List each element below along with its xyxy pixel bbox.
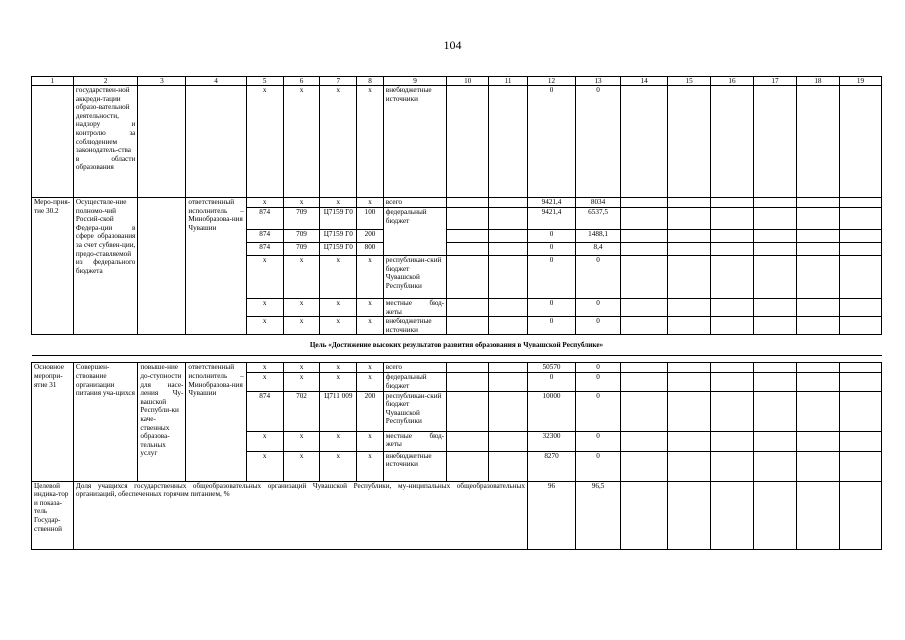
- cell-grbs: 874: [246, 243, 283, 256]
- cell-expense-group: x: [357, 317, 384, 335]
- trailing-empty-cell: [668, 451, 711, 481]
- cell-measure-name: Совершен-ствование организации питания уча-щихся: [73, 363, 137, 481]
- cell-target-article: x: [320, 431, 357, 451]
- trailing-empty-cell: [621, 373, 668, 391]
- cell-col10: [447, 256, 489, 299]
- cell-value-col12: 0: [527, 243, 575, 256]
- column-number-14: 14: [621, 77, 668, 86]
- column-number-13: 13: [576, 77, 621, 86]
- trailing-empty-cell: [754, 230, 797, 243]
- trailing-empty-cell: [668, 481, 711, 549]
- cell-funding-source: местные бюд-жеты: [383, 431, 446, 451]
- cell-col11: [489, 299, 528, 317]
- cell-value-col13: 8034: [576, 198, 621, 208]
- trailing-empty-cell: [754, 317, 797, 335]
- cell-col10: [447, 373, 489, 391]
- cell-target-article: x: [320, 373, 357, 391]
- cell-funding-source: внебюджетные источники: [383, 86, 446, 198]
- cell-section: 709: [283, 243, 320, 256]
- trailing-empty-cell: [754, 481, 797, 549]
- cell-section: 709: [283, 230, 320, 243]
- trailing-empty-cell: [621, 363, 668, 373]
- column-number-7: 7: [320, 77, 357, 86]
- cell-grbs: x: [246, 86, 283, 198]
- cell-grbs: x: [246, 373, 283, 391]
- trailing-empty-cell: [621, 317, 668, 335]
- cell-measure-name: государствен-ной аккреди-тации образо-вательной деятельности, надзору и контролю за соблюдением законодатель-ства в области образования: [73, 86, 137, 198]
- cell-expense-group: x: [357, 198, 384, 208]
- cell-value-col13: 0: [576, 373, 621, 391]
- trailing-empty-cell: [621, 198, 668, 208]
- cell-target-article: Ц7159 Г0: [320, 243, 357, 256]
- cell-target-article: Ц7159 Г0: [320, 230, 357, 243]
- cell-col11: [489, 391, 528, 431]
- trailing-empty-cell: [711, 431, 754, 451]
- cell-expense-group: x: [357, 86, 384, 198]
- cell-section: x: [283, 86, 320, 198]
- trailing-empty-cell: [839, 373, 881, 391]
- gap-row: [32, 356, 882, 363]
- cell-grbs: x: [246, 299, 283, 317]
- trailing-empty-cell: [668, 198, 711, 208]
- goal-title: Цель «Достижение высоких результатов развития образования в Чувашской Республике»: [32, 335, 882, 356]
- column-number-10: 10: [447, 77, 489, 86]
- column-number-9: 9: [383, 77, 446, 86]
- gap-cell: [32, 356, 882, 363]
- cell-value-col12: 0: [527, 317, 575, 335]
- column-number-6: 6: [283, 77, 320, 86]
- cell-funding-source: республикан-ский бюджет Чувашской Республики: [383, 256, 446, 299]
- cell-responsible: ответственный исполнитель – Минобразова-ния Чувашии: [186, 198, 246, 335]
- cell-col3: [138, 198, 186, 335]
- trailing-empty-cell: [839, 208, 881, 230]
- trailing-empty-cell: [754, 198, 797, 208]
- trailing-empty-cell: [621, 208, 668, 230]
- trailing-empty-cell: [839, 299, 881, 317]
- trailing-empty-cell: [711, 373, 754, 391]
- trailing-empty-cell: [754, 363, 797, 373]
- cell-col10: [447, 230, 489, 243]
- trailing-empty-cell: [796, 86, 839, 198]
- cell-value-col12: 50570: [527, 363, 575, 373]
- cell-expense-group: 800: [357, 243, 384, 256]
- cell-value-col13: 0: [576, 86, 621, 198]
- column-number-17: 17: [754, 77, 797, 86]
- cell-col10: [447, 431, 489, 451]
- cell-measure-name: Осуществле-ние полномо-чий Россий-ской Федера-ции в сфере образования за счет субвен-ции, предо-ставляемой из федерального бюджета: [73, 198, 137, 335]
- trailing-empty-cell: [796, 230, 839, 243]
- trailing-empty-cell: [711, 317, 754, 335]
- cell-value-col12: 96: [527, 481, 575, 549]
- cell-target-article: x: [320, 363, 357, 373]
- trailing-empty-cell: [711, 391, 754, 431]
- cell-col11: [489, 208, 528, 230]
- trailing-empty-cell: [621, 86, 668, 198]
- cell-funding-source: местные бюд-жеты: [383, 299, 446, 317]
- column-number-2: 2: [73, 77, 137, 86]
- cell-col11: [489, 373, 528, 391]
- budget-table: [31, 76, 882, 550]
- cell-col10: [447, 299, 489, 317]
- cell-grbs: x: [246, 363, 283, 373]
- cell-funding-source: внебюджетные источники: [383, 451, 446, 481]
- cell-measure-label: Меро-прия-тие 30.2: [32, 198, 74, 335]
- cell-section: x: [283, 451, 320, 481]
- trailing-empty-cell: [668, 208, 711, 230]
- cell-section: x: [283, 363, 320, 373]
- cell-target-article: x: [320, 317, 357, 335]
- trailing-empty-cell: [796, 208, 839, 230]
- cell-grbs: x: [246, 256, 283, 299]
- cell-value-col13: 0: [576, 431, 621, 451]
- trailing-empty-cell: [839, 451, 881, 481]
- cell-value-col12: 9421,4: [527, 208, 575, 230]
- trailing-empty-cell: [839, 243, 881, 256]
- trailing-empty-cell: [621, 431, 668, 451]
- cell-col10: [447, 317, 489, 335]
- cell-grbs: x: [246, 317, 283, 335]
- cell-value-col13: 0: [576, 363, 621, 373]
- cell-indicator-label: Целевой индика-тор и показа-тель Государ-ственной: [32, 481, 74, 549]
- cell-target-article: x: [320, 198, 357, 208]
- trailing-empty-cell: [668, 299, 711, 317]
- trailing-empty-cell: [796, 198, 839, 208]
- cell-grbs: 874: [246, 391, 283, 431]
- cell-funding-source: федеральный бюджет: [383, 208, 446, 256]
- trailing-empty-cell: [796, 256, 839, 299]
- cell-value-col13: 6537,5: [576, 208, 621, 230]
- cell-expense-group: 200: [357, 230, 384, 243]
- cell-value-col13: 0: [576, 391, 621, 431]
- column-number-16: 16: [711, 77, 754, 86]
- trailing-empty-cell: [839, 256, 881, 299]
- trailing-empty-cell: [711, 208, 754, 230]
- trailing-empty-cell: [754, 391, 797, 431]
- cell-col11: [489, 431, 528, 451]
- cell-expense-group: 200: [357, 391, 384, 431]
- cell-grbs: x: [246, 451, 283, 481]
- cell-grbs: x: [246, 198, 283, 208]
- trailing-empty-cell: [754, 256, 797, 299]
- column-number-18: 18: [796, 77, 839, 86]
- cell-value-col13: 1488,1: [576, 230, 621, 243]
- trailing-empty-cell: [796, 451, 839, 481]
- cell-expense-group: x: [357, 451, 384, 481]
- column-number-15: 15: [668, 77, 711, 86]
- cell-expense-group: x: [357, 299, 384, 317]
- cell-section: x: [283, 256, 320, 299]
- cell-target-article: x: [320, 86, 357, 198]
- cell-col10: [447, 451, 489, 481]
- cell-value-col13: 96,5: [576, 481, 621, 549]
- cell-target-article: Ц711 009: [320, 391, 357, 431]
- cell-funding-source: федеральный бюджет: [383, 373, 446, 391]
- cell-measure-label: Основное меропри-ятие 31: [32, 363, 74, 481]
- trailing-empty-cell: [711, 363, 754, 373]
- trailing-empty-cell: [621, 481, 668, 549]
- cell-section: 709: [283, 208, 320, 230]
- cell-grbs: 874: [246, 230, 283, 243]
- table-row: [32, 481, 882, 549]
- trailing-empty-cell: [796, 431, 839, 451]
- cell-col1: [32, 86, 74, 198]
- cell-target-article: x: [320, 451, 357, 481]
- cell-col11: [489, 198, 528, 208]
- trailing-empty-cell: [796, 481, 839, 549]
- table-row: [32, 86, 882, 198]
- trailing-empty-cell: [621, 230, 668, 243]
- trailing-empty-cell: [839, 198, 881, 208]
- trailing-empty-cell: [621, 299, 668, 317]
- trailing-empty-cell: [668, 373, 711, 391]
- trailing-empty-cell: [754, 373, 797, 391]
- table-row: [32, 198, 882, 208]
- trailing-empty-cell: [796, 317, 839, 335]
- trailing-empty-cell: [711, 243, 754, 256]
- cell-section: x: [283, 373, 320, 391]
- trailing-empty-cell: [754, 451, 797, 481]
- cell-responsible: ответственный исполнитель – Минобразова-ния Чувашии: [186, 363, 246, 481]
- cell-col10: [447, 391, 489, 431]
- trailing-empty-cell: [839, 363, 881, 373]
- cell-value-col12: 32300: [527, 431, 575, 451]
- trailing-empty-cell: [839, 391, 881, 431]
- cell-col11: [489, 363, 528, 373]
- column-number-1: 1: [32, 77, 74, 86]
- cell-expense-group: x: [357, 431, 384, 451]
- cell-col11: [489, 256, 528, 299]
- trailing-empty-cell: [839, 86, 881, 198]
- column-number-12: 12: [527, 77, 575, 86]
- trailing-empty-cell: [754, 431, 797, 451]
- trailing-empty-cell: [711, 256, 754, 299]
- column-number-19: 19: [839, 77, 881, 86]
- trailing-empty-cell: [668, 317, 711, 335]
- trailing-empty-cell: [621, 256, 668, 299]
- cell-funding-source: внебюджетные источники: [383, 317, 446, 335]
- cell-value-col13: 8,4: [576, 243, 621, 256]
- trailing-empty-cell: [621, 391, 668, 431]
- cell-funding-source: республикан-ский бюджет Чувашской Республики: [383, 391, 446, 431]
- cell-col4: [186, 86, 246, 198]
- cell-target-article: Ц7159 Г0: [320, 208, 357, 230]
- cell-section: x: [283, 317, 320, 335]
- cell-col3: [138, 86, 186, 198]
- trailing-empty-cell: [668, 230, 711, 243]
- trailing-empty-cell: [668, 86, 711, 198]
- cell-value-col12: 9421,4: [527, 198, 575, 208]
- trailing-empty-cell: [711, 451, 754, 481]
- trailing-empty-cell: [839, 230, 881, 243]
- cell-indicator-text: Доля учащихся государственных общеобразовательных организаций Чувашской Республики, му-ниципальных общеобразовательных организаций, обеспеченных горячим питанием, %: [73, 481, 527, 549]
- trailing-empty-cell: [621, 243, 668, 256]
- trailing-empty-cell: [621, 451, 668, 481]
- cell-col11: [489, 451, 528, 481]
- trailing-empty-cell: [711, 481, 754, 549]
- cell-value-col12: 0: [527, 256, 575, 299]
- cell-value-col13: 0: [576, 317, 621, 335]
- cell-col10: [447, 208, 489, 230]
- trailing-empty-cell: [711, 230, 754, 243]
- trailing-empty-cell: [711, 86, 754, 198]
- cell-section: 702: [283, 391, 320, 431]
- goal-row: [32, 335, 882, 356]
- column-number-4: 4: [186, 77, 246, 86]
- trailing-empty-cell: [754, 208, 797, 230]
- column-number-8: 8: [357, 77, 384, 86]
- trailing-empty-cell: [754, 299, 797, 317]
- page-number: 104: [443, 38, 462, 52]
- cell-section: x: [283, 299, 320, 317]
- cell-section: x: [283, 198, 320, 208]
- cell-col10: [447, 243, 489, 256]
- column-number-5: 5: [246, 77, 283, 86]
- cell-col10: [447, 363, 489, 373]
- cell-value-col13: 0: [576, 299, 621, 317]
- cell-value-col12: 0: [527, 230, 575, 243]
- cell-col10: [447, 86, 489, 198]
- trailing-empty-cell: [839, 317, 881, 335]
- cell-grbs: x: [246, 431, 283, 451]
- cell-value-col12: 8270: [527, 451, 575, 481]
- cell-section: x: [283, 431, 320, 451]
- cell-funding-source: всего: [383, 198, 446, 208]
- cell-value-col12: 10000: [527, 391, 575, 431]
- trailing-empty-cell: [668, 391, 711, 431]
- trailing-empty-cell: [796, 363, 839, 373]
- cell-value-col13: 0: [576, 451, 621, 481]
- trailing-empty-cell: [796, 299, 839, 317]
- cell-col10: [447, 198, 489, 208]
- cell-col11: [489, 230, 528, 243]
- cell-expense-group: x: [357, 256, 384, 299]
- trailing-empty-cell: [668, 431, 711, 451]
- table-row: [32, 363, 882, 373]
- trailing-empty-cell: [839, 431, 881, 451]
- column-number-row: [32, 77, 882, 86]
- cell-expense-group: x: [357, 373, 384, 391]
- trailing-empty-cell: [796, 373, 839, 391]
- trailing-empty-cell: [754, 86, 797, 198]
- cell-col11: [489, 243, 528, 256]
- cell-grbs: 874: [246, 208, 283, 230]
- trailing-empty-cell: [796, 243, 839, 256]
- trailing-empty-cell: [711, 198, 754, 208]
- trailing-empty-cell: [668, 243, 711, 256]
- cell-target-article: x: [320, 256, 357, 299]
- cell-expense-group: 100: [357, 208, 384, 230]
- trailing-empty-cell: [668, 363, 711, 373]
- trailing-empty-cell: [754, 243, 797, 256]
- cell-funding-source: всего: [383, 363, 446, 373]
- trailing-empty-cell: [711, 299, 754, 317]
- cell-value-col12: 0: [527, 373, 575, 391]
- cell-expense-group: x: [357, 363, 384, 373]
- cell-value-col12: 0: [527, 299, 575, 317]
- trailing-empty-cell: [839, 481, 881, 549]
- cell-expected-result: повыше-ние до-ступности для насе-ления Чу-вашской Республи-ки каче-ственных образова-тельных услуг: [138, 363, 186, 481]
- trailing-empty-cell: [796, 391, 839, 431]
- cell-value-col13: 0: [576, 256, 621, 299]
- cell-col11: [489, 86, 528, 198]
- cell-col11: [489, 317, 528, 335]
- cell-value-col12: 0: [527, 86, 575, 198]
- cell-target-article: x: [320, 299, 357, 317]
- trailing-empty-cell: [668, 256, 711, 299]
- column-number-3: 3: [138, 77, 186, 86]
- column-number-11: 11: [489, 77, 528, 86]
